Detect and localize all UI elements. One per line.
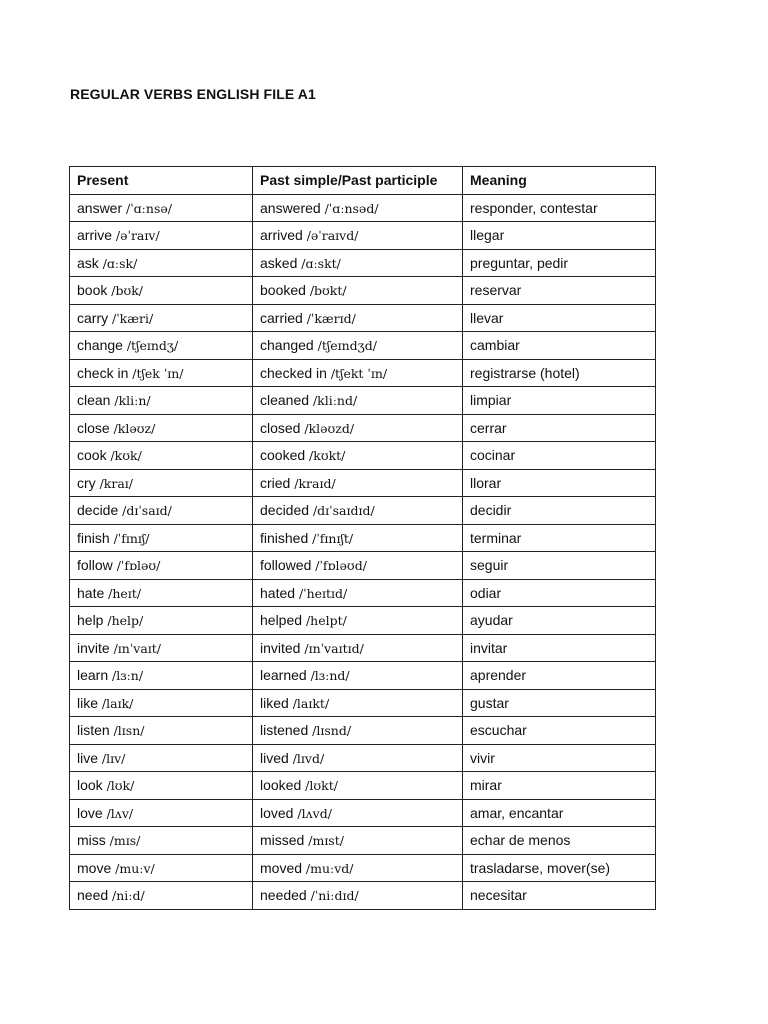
table-row [70,222,656,250]
present-word: book [77,282,108,299]
present-cell [70,689,253,717]
meaning-word: necesitar [470,887,527,904]
meaning-cell [463,772,656,800]
present-word: cook [77,447,107,464]
meaning-cell [463,277,656,305]
meaning-word: gustar [470,694,509,711]
meaning-cell [463,387,656,415]
present-word: love [77,804,103,821]
past-word: decided [260,502,310,519]
table-row [70,194,656,222]
past-ipa: /kraɪd/ [294,475,336,491]
present-cell [70,497,253,525]
meaning-cell [463,827,656,855]
past-ipa: /mɪst/ [308,833,344,849]
present-ipa: /dɪˈsaɪd/ [122,503,172,519]
past-ipa: /kləʊzd/ [304,420,355,436]
past-cell [253,689,463,717]
present-word: need [77,887,109,904]
present-word: move [77,859,112,876]
table-row [70,552,656,580]
past-cell [253,882,463,910]
past-cell [253,387,463,415]
present-word: look [77,777,103,794]
past-cell [253,222,463,250]
table-row [70,249,656,277]
past-word: cried [260,474,291,491]
meaning-cell [463,194,656,222]
past-cell [253,744,463,772]
present-cell [70,717,253,745]
present-cell [70,552,253,580]
past-ipa: /lɜːnd/ [310,668,350,684]
meaning-cell [463,222,656,250]
past-word: finished [260,529,309,546]
past-cell [253,662,463,690]
past-word: invited [260,639,301,656]
table-row [70,662,656,690]
present-word: ask [77,254,99,271]
past-word: answered [260,199,321,216]
present-ipa: /lʊk/ [106,778,135,794]
meaning-word: seguir [470,557,509,574]
present-cell [70,744,253,772]
present-cell [70,882,253,910]
meaning-word: ayudar [470,612,513,629]
present-ipa: /kləʊz/ [113,420,156,436]
past-word: listened [260,722,309,739]
past-cell [253,304,463,332]
meaning-cell [463,442,656,470]
meaning-word: echar de menos [470,832,571,849]
present-word: check in [77,364,129,381]
meaning-cell [463,717,656,745]
meaning-cell [463,249,656,277]
meaning-word: cocinar [470,447,516,464]
present-word: change [77,337,123,354]
past-word: followed [260,557,312,574]
past-word: missed [260,832,305,849]
past-cell [253,497,463,525]
past-ipa: /tʃekt ˈɪn/ [330,365,388,381]
past-ipa: /ˈheɪtɪd/ [298,585,348,601]
present-word: decide [77,502,119,519]
past-cell [253,332,463,360]
table-row [70,634,656,662]
table-header-row [70,167,656,195]
meaning-word: llegar [470,227,505,244]
present-ipa: /laɪk/ [101,695,134,711]
meaning-cell [463,744,656,772]
past-word: booked [260,282,306,299]
table-row [70,772,656,800]
table-row [70,332,656,360]
present-cell [70,332,253,360]
present-ipa: /ˈfɒləʊ/ [116,558,161,574]
present-word: live [77,749,99,766]
meaning-word: odiar [470,584,502,601]
past-word: hated [260,584,296,601]
table-row [70,359,656,387]
present-ipa: /lɪv/ [101,750,126,766]
meaning-cell [463,332,656,360]
meaning-word: registrarse (hotel) [470,364,580,381]
meaning-word: trasladarse, mover(se) [470,859,611,876]
past-ipa: /kliːnd/ [312,393,358,409]
header-past: Past simple/Past participle [253,167,463,195]
meaning-word: amar, encantar [470,804,564,821]
present-cell [70,359,253,387]
past-word: needed [260,887,307,904]
meaning-cell [463,414,656,442]
past-cell [253,359,463,387]
present-ipa: /heɪt/ [108,585,142,601]
present-ipa: /niːd/ [112,888,145,904]
past-cell [253,414,463,442]
past-word: changed [260,337,314,354]
past-word: looked [260,777,302,794]
present-word: help [77,612,104,629]
present-cell [70,662,253,690]
present-ipa: /help/ [107,613,144,629]
meaning-cell [463,497,656,525]
present-cell [70,277,253,305]
past-cell [253,277,463,305]
past-word: helped [260,612,303,629]
past-ipa: /lɪvd/ [292,750,325,766]
present-cell [70,772,253,800]
table-row [70,387,656,415]
meaning-cell [463,634,656,662]
past-ipa: /ˈkærɪd/ [306,310,356,326]
present-word: listen [77,722,110,739]
past-ipa: /lɪsnd/ [312,723,352,739]
meaning-cell [463,524,656,552]
meaning-word: mirar [470,777,502,794]
past-ipa: /əˈraɪvd/ [306,228,359,244]
past-word: lived [260,749,289,766]
past-cell [253,799,463,827]
meaning-word: responder, contestar [470,199,598,216]
table-row [70,277,656,305]
past-word: arrived [260,227,303,244]
meaning-word: llevar [470,309,504,326]
present-cell [70,414,253,442]
meaning-cell [463,607,656,635]
meaning-word: decidir [470,502,512,519]
present-cell [70,524,253,552]
meaning-word: terminar [470,529,522,546]
present-cell [70,854,253,882]
past-word: cooked [260,447,306,464]
past-cell [253,827,463,855]
table-row [70,799,656,827]
past-cell [253,772,463,800]
present-cell [70,249,253,277]
meaning-word: llorar [470,474,502,491]
past-cell [253,249,463,277]
table-row [70,579,656,607]
present-ipa: /tʃeɪndʒ/ [126,338,179,354]
past-cell [253,717,463,745]
present-cell [70,222,253,250]
past-word: moved [260,859,303,876]
table-row [70,689,656,717]
present-ipa: /kʊk/ [110,448,142,464]
present-ipa: /lɪsn/ [113,723,145,739]
past-ipa: /bʊkt/ [309,283,347,299]
past-word: asked [260,254,298,271]
present-ipa: /tʃek ˈɪn/ [132,365,184,381]
present-word: cry [77,474,96,491]
past-ipa: /ɪnˈvaɪtɪd/ [304,640,364,656]
past-ipa: /laɪkt/ [292,695,330,711]
present-word: answer [77,199,123,216]
present-word: miss [77,832,106,849]
meaning-word: vivir [470,749,495,766]
table-row [70,524,656,552]
past-cell [253,552,463,580]
present-ipa: /muːv/ [115,860,155,876]
present-word: arrive [77,227,113,244]
past-ipa: /dɪˈsaɪdɪd/ [312,503,375,519]
past-ipa: /muːvd/ [305,860,354,876]
past-ipa: /ˈfɒləʊd/ [315,558,367,574]
present-cell [70,442,253,470]
meaning-cell [463,689,656,717]
meaning-word: limpiar [470,392,512,409]
past-ipa: /ˈfɪnɪʃt/ [312,530,354,546]
present-ipa: /bʊk/ [111,283,144,299]
present-cell [70,827,253,855]
present-cell [70,469,253,497]
present-cell [70,579,253,607]
past-ipa: /lʌvd/ [297,805,332,821]
present-word: like [77,694,99,711]
present-cell [70,607,253,635]
present-word: finish [77,529,110,546]
past-ipa: /lʊkt/ [305,778,338,794]
meaning-cell [463,662,656,690]
meaning-cell [463,304,656,332]
past-cell [253,579,463,607]
past-word: checked in [260,364,327,381]
present-cell [70,634,253,662]
meaning-word: preguntar, pedir [470,254,569,271]
present-ipa: /ˈkæri/ [112,310,154,326]
header-meaning: Meaning [463,167,656,195]
meaning-word: cerrar [470,419,507,436]
present-ipa: /ˈfɪnɪʃ/ [113,530,150,546]
table-row [70,304,656,332]
present-ipa: /ˈɑːnsə/ [126,200,172,216]
meaning-cell [463,359,656,387]
verbs-table [69,166,656,910]
present-cell [70,194,253,222]
present-word: learn [77,667,109,684]
table-body [70,194,656,909]
table-row [70,854,656,882]
meaning-cell [463,552,656,580]
present-word: follow [77,557,113,574]
past-cell [253,442,463,470]
present-word: close [77,419,110,436]
table-row [70,744,656,772]
present-ipa: /lʌv/ [106,805,134,821]
past-word: carried [260,309,303,326]
meaning-word: aprender [470,667,527,684]
meaning-cell [463,469,656,497]
past-ipa: /ˈɑːnsəd/ [324,200,379,216]
meaning-word: invitar [470,639,508,656]
document-title: REGULAR VERBS ENGLISH FILE A1 [70,86,316,102]
table-row [70,469,656,497]
present-cell [70,799,253,827]
past-word: closed [260,419,301,436]
table-row [70,442,656,470]
present-ipa: /lɜːn/ [112,668,144,684]
table-row [70,497,656,525]
present-ipa: /mɪs/ [109,833,141,849]
table-row [70,882,656,910]
table-row [70,717,656,745]
past-word: cleaned [260,392,310,409]
table-row [70,414,656,442]
past-cell [253,854,463,882]
present-word: carry [77,309,109,326]
meaning-cell [463,799,656,827]
present-cell [70,304,253,332]
present-cell [70,387,253,415]
meaning-word: reservar [470,282,522,299]
past-word: learned [260,667,307,684]
present-word: invite [77,639,110,656]
past-word: liked [260,694,289,711]
past-ipa: /tʃeɪndʒd/ [317,338,377,354]
present-ipa: /ɑːsk/ [102,255,138,271]
header-present: Present [70,167,253,195]
past-ipa: /ɑːskt/ [301,255,341,271]
past-cell [253,634,463,662]
past-ipa: /kʊkt/ [309,448,346,464]
past-ipa: /ˈniːdɪd/ [310,888,359,904]
table-row [70,827,656,855]
past-cell [253,524,463,552]
past-cell [253,469,463,497]
meaning-word: escuchar [470,722,527,739]
table-row [70,607,656,635]
present-word: clean [77,392,111,409]
past-ipa: /helpt/ [305,613,347,629]
meaning-word: cambiar [470,337,520,354]
past-word: loved [260,804,294,821]
past-cell [253,194,463,222]
present-ipa: /ɪnˈvaɪt/ [113,640,162,656]
meaning-cell [463,579,656,607]
present-ipa: /kliːn/ [114,393,151,409]
present-ipa: /əˈraɪv/ [115,228,160,244]
meaning-cell [463,882,656,910]
meaning-cell [463,854,656,882]
past-cell [253,607,463,635]
present-word: hate [77,584,105,601]
present-ipa: /kraɪ/ [99,475,133,491]
